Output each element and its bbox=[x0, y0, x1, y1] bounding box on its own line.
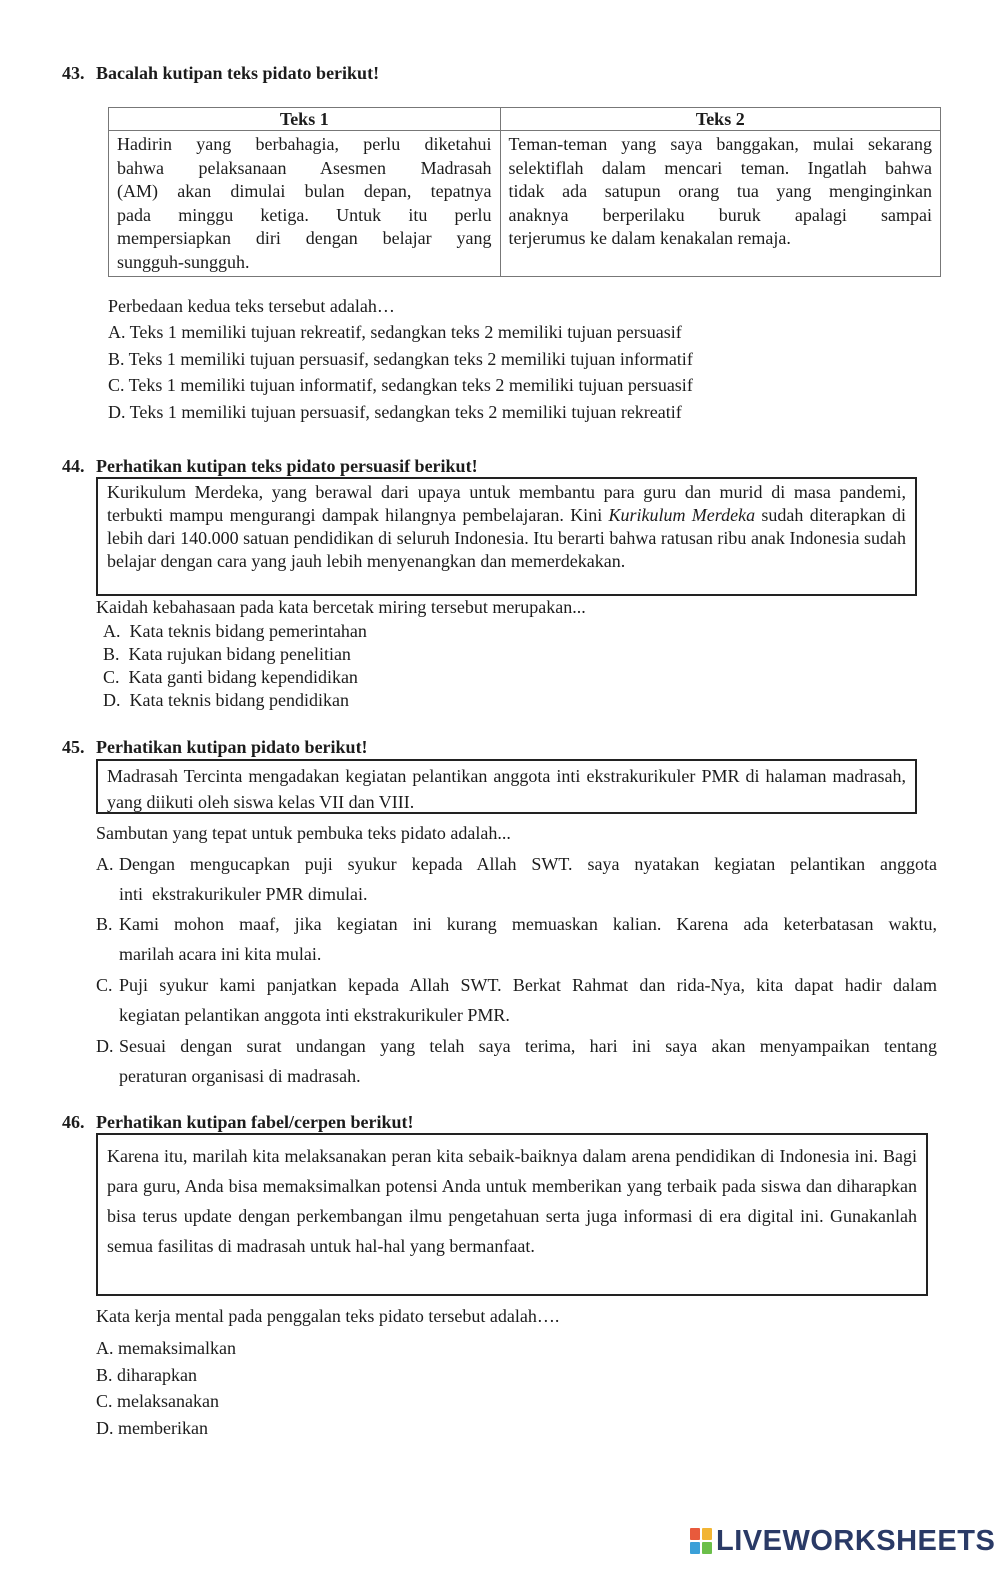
q43-table-header-1: Teks 1 bbox=[109, 108, 501, 131]
q46-option-c[interactable]: C. melaksanakan bbox=[96, 1391, 219, 1411]
q44-option-b[interactable]: B. Kata rujukan bidang penelitian bbox=[103, 644, 351, 664]
q46-option-b[interactable]: B. diharapkan bbox=[96, 1365, 197, 1385]
q43-option-b[interactable]: B. Teks 1 memiliki tujuan persuasif, sedangkan teks 2 memiliki tujuan informatif bbox=[108, 349, 693, 369]
passage-text: Kurikulum Merdeka, yang berawal dari upaya untuk membantu para guru dan murid di masa pandemi, terbukti mampu mengurangi dampak hilangnya pembelajaran. Kini bbox=[107, 482, 906, 525]
q45-question: Sambutan yang tepat untuk pembuka teks pidato adalah... bbox=[96, 823, 511, 843]
q44-title bbox=[62, 456, 478, 477]
q46-option-a[interactable]: A. memaksimalkan bbox=[96, 1338, 236, 1358]
q43-title-text: Bacalah kutipan teks pidato berikut! bbox=[96, 63, 380, 83]
q46-number: 46. bbox=[62, 1112, 85, 1132]
liveworksheets-logo bbox=[690, 1524, 995, 1558]
table-line: (AM) akan dimulai bulan depan, tepatnya bbox=[117, 181, 492, 201]
q45-number: 45. bbox=[62, 737, 85, 757]
q45-passage: Madrasah Tercinta mengadakan kegiatan pelantikan anggota inti ekstrakurikuler PMR di halaman madrasah, yang diikuti oleh siswa kelas VII dan VIII. bbox=[107, 766, 906, 812]
q44-passage bbox=[107, 481, 906, 573]
option-line: Kami mohon maaf, jika kegiatan ini kurang memuaskan kalian. Karena ada keterbatasan waktu, bbox=[119, 914, 937, 934]
option-line: peraturan organisasi di madrasah. bbox=[119, 1066, 361, 1086]
option-line: kegiatan pelantikan anggota inti ekstrakurikuler PMR. bbox=[119, 1005, 510, 1025]
option-letter: D. bbox=[96, 1036, 114, 1056]
table-line: sungguh-sungguh. bbox=[117, 251, 250, 272]
table-line: Teman-teman yang saya banggakan, mulai sekarang bbox=[508, 134, 932, 154]
q44-passage-box bbox=[96, 477, 917, 596]
table-line: anaknya berperilaku buruk apalagi sampai bbox=[508, 204, 932, 225]
table-line: tidak ada satupun orang tua yang menginginkan bbox=[508, 181, 932, 201]
option-letter: A. bbox=[96, 854, 114, 874]
q43-table-header-2: Teks 2 bbox=[500, 108, 940, 131]
q46-question: Kata kerja mental pada penggalan teks pidato tersebut adalah…. bbox=[96, 1306, 560, 1326]
q44-option-a[interactable]: A. Kata teknis bidang pemerintahan bbox=[103, 621, 367, 641]
q44-option-c[interactable]: C. Kata ganti bidang kependidikan bbox=[103, 667, 358, 687]
table-line: mempersiapkan diri dengan belajar yang bbox=[117, 228, 492, 248]
q43-option-d[interactable]: D. Teks 1 memiliki tujuan persuasif, sedangkan teks 2 memiliki tujuan rekreatif bbox=[108, 402, 682, 422]
q46-title bbox=[62, 1112, 414, 1133]
q43-option-c[interactable]: C. Teks 1 memiliki tujuan informatif, sedangkan teks 2 memiliki tujuan persuasif bbox=[108, 375, 693, 395]
q43-title bbox=[62, 63, 379, 84]
option-line: Puji syukur kami panjatkan kepada Allah SWT. Berkat Rahmat dan rida-Nya, kita dapat hadir dalam bbox=[119, 975, 937, 995]
table-line: bahwa pelaksanaan Asesmen Madrasah bbox=[117, 157, 492, 178]
q43-option-a[interactable]: A. Teks 1 memiliki tujuan rekreatif, sedangkan teks 2 memiliki tujuan persuasif bbox=[108, 322, 682, 342]
q45-title bbox=[62, 737, 368, 758]
option-letter: B. bbox=[96, 914, 113, 934]
option-line: Sesuai dengan surat undangan yang telah saya terima, hari ini saya akan menyampaikan tentang bbox=[119, 1036, 937, 1056]
q43-table-cell-teks2 bbox=[500, 131, 940, 277]
q46-option-d[interactable]: D. memberikan bbox=[96, 1418, 208, 1438]
option-line: Dengan mengucapkan puji syukur kepada Allah SWT. saya nyatakan kegiatan pelantikan anggota bbox=[119, 854, 937, 874]
passage-italic-term: Kurikulum Merdeka bbox=[608, 505, 756, 525]
q43-table bbox=[108, 107, 941, 277]
q43-question: Perbedaan kedua teks tersebut adalah… bbox=[108, 296, 395, 316]
table-line: terjerumus ke dalam kenakalan remaja. bbox=[508, 228, 791, 248]
table-line: selektiflah dalam mencari teman. Ingatlah bahwa bbox=[508, 157, 932, 178]
q43-number: 43. bbox=[62, 63, 85, 83]
q44-title-text: Perhatikan kutipan teks pidato persuasif berikut! bbox=[96, 456, 478, 476]
passage-text: sudah diterapkan di lebih dari 140.000 satuan pendidikan di seluruh Indonesia. Itu berarti bahwa ratusan ribu anak Indonesia sudah belajar dengan cara yang jauh lebih menyenangkan dan memerdekakan. bbox=[107, 505, 906, 571]
option-letter: C. bbox=[96, 975, 113, 995]
q45-passage-box bbox=[96, 759, 917, 814]
q46-passage: Karena itu, marilah kita melaksanakan peran kita sebaik-baiknya dalam arena pendidikan di Indonesia ini. Bagi para guru, Anda bisa memaksimalkan potensi Anda untuk memberikan yang terbaik pada siswa dan diharapkan bisa terus update dengan perkembangan ilmu pengetahuan serta juga informasi di era digital ini. Gunakanlah semua fasilitas di madrasah untuk hal-hal yang bermanfaat. bbox=[107, 1146, 917, 1256]
table-line: pada minggu ketiga. Untuk itu perlu bbox=[117, 204, 492, 225]
q45-title-text: Perhatikan kutipan pidato berikut! bbox=[96, 737, 368, 757]
option-line: inti ekstrakurikuler PMR dimulai. bbox=[119, 884, 368, 904]
q46-passage-box bbox=[96, 1133, 928, 1296]
q44-number: 44. bbox=[62, 456, 85, 476]
table-line: Hadirin yang berbahagia, perlu diketahui bbox=[117, 134, 492, 154]
q44-option-d[interactable]: D. Kata teknis bidang pendidikan bbox=[103, 690, 349, 710]
logo-text: LIVEWORKSHEETS bbox=[716, 1524, 996, 1557]
q44-question: Kaidah kebahasaan pada kata bercetak miring tersebut merupakan... bbox=[96, 597, 586, 617]
option-line: marilah acara ini kita mulai. bbox=[119, 944, 322, 964]
q46-title-text: Perhatikan kutipan fabel/cerpen berikut! bbox=[96, 1112, 414, 1132]
q43-table-cell-teks1 bbox=[109, 131, 501, 277]
liveworksheets-grid-icon bbox=[690, 1528, 712, 1554]
